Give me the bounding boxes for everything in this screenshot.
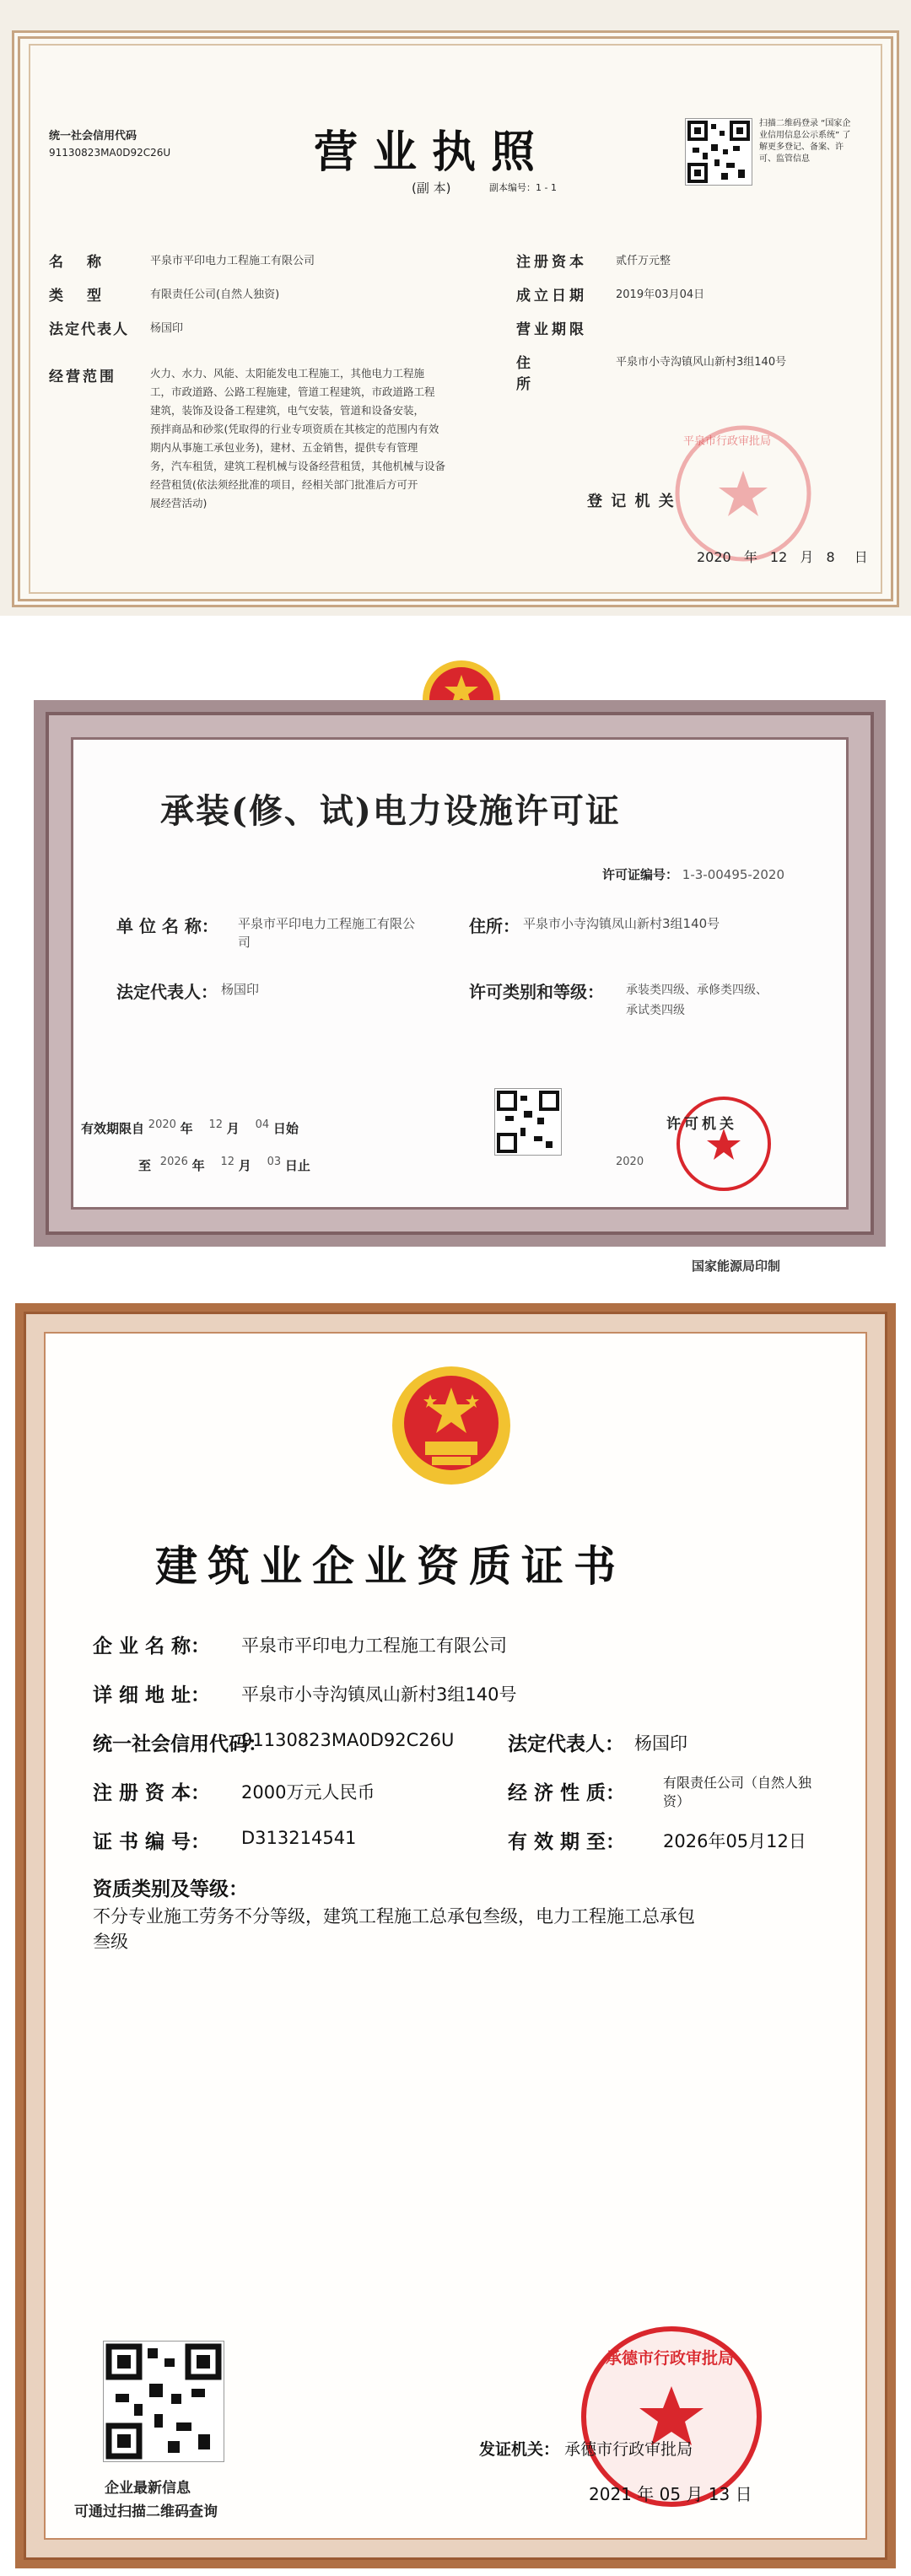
seal-text: 承德市行政审批局 bbox=[606, 2349, 735, 2368]
economic-nature-line: 资） bbox=[663, 1793, 691, 1809]
economic-nature-label: 经 济 性 质： bbox=[508, 1782, 626, 1804]
address-value: 平泉市小寺沟镇凤山新村3组140号 bbox=[523, 916, 720, 931]
field-established bbox=[516, 283, 887, 317]
scope-label: 经营范围 bbox=[49, 369, 116, 385]
end-day: 03 bbox=[267, 1156, 282, 1168]
qr-note: 扫描二维码登录 “国家企业信用信息公示系统” 了解更多登记、备案、许可、监管信息 bbox=[759, 119, 851, 164]
start-month: 12 bbox=[208, 1118, 224, 1131]
unit-name-line: 司 bbox=[238, 935, 251, 950]
legal-rep-value: 杨国印 bbox=[634, 1733, 687, 1754]
field-value: 平泉市平印电力工程施工有限公司 bbox=[150, 255, 315, 267]
field-label: 类型 bbox=[49, 288, 125, 304]
field-label: 住所 bbox=[516, 355, 574, 393]
year-unit: 年 bbox=[191, 1158, 205, 1173]
end-suffix: 日止 bbox=[284, 1158, 310, 1173]
to-label: 至 bbox=[138, 1158, 152, 1173]
company-name-value: 平泉市平印电力工程施工有限公司 bbox=[241, 1636, 507, 1656]
license-subtitle: (副 本) bbox=[412, 181, 451, 196]
field-type bbox=[49, 283, 521, 317]
category-value bbox=[626, 980, 768, 1021]
field-value: 平泉市小寺沟镇风山新村3组140号 bbox=[616, 356, 787, 369]
category-label: 许可类别和等级： bbox=[469, 982, 604, 1002]
field-label: 成立日期 bbox=[516, 288, 587, 304]
scope-line: 经营租赁(依法须经批准的项目，经相关部门批准后方可开 bbox=[150, 478, 418, 491]
credit-code-value: 91130823MA0D92C26U bbox=[241, 1730, 455, 1750]
legal-rep-label: 法定代表人： bbox=[508, 1733, 624, 1755]
issuer bbox=[479, 2437, 693, 2460]
valid-to bbox=[138, 1156, 310, 1174]
capital-label: 注 册 资 本： bbox=[93, 1782, 211, 1804]
credit-code-label: 统一社会信用代码 bbox=[49, 130, 137, 143]
date-year: 2020 bbox=[697, 549, 731, 565]
certificate-title: 建筑业企业资质证书 bbox=[155, 1541, 626, 1591]
field-value: 有限责任公司(自然人独资) bbox=[150, 288, 280, 301]
field-address bbox=[516, 351, 887, 393]
qr-caption-line1: 企业最新信息 bbox=[105, 2480, 191, 2497]
credit-code-value: 91130823MA0D92C26U bbox=[49, 147, 171, 159]
permit-title: 承装(修、试)电力设施许可证 bbox=[160, 791, 621, 831]
economic-nature-line: 有限责任公司（自然人独 bbox=[663, 1775, 812, 1791]
scope-text bbox=[150, 364, 521, 513]
construction-qualification-certificate bbox=[15, 1303, 896, 2568]
registration-date bbox=[697, 547, 868, 566]
year-unit: 年 bbox=[180, 1121, 193, 1136]
start-suffix: 日始 bbox=[272, 1121, 299, 1136]
permit-number bbox=[602, 865, 784, 883]
field-name bbox=[49, 250, 521, 283]
legal-rep-label: 法定代表人： bbox=[116, 982, 218, 1002]
unit-name-value bbox=[238, 914, 457, 951]
unit-name-label: 单 位 名 称： bbox=[116, 916, 218, 936]
valid-label: 有效期限自 bbox=[81, 1121, 145, 1136]
field-value: 杨国印 bbox=[150, 322, 184, 335]
power-facility-permit bbox=[34, 700, 886, 1247]
issuer-label: 发证机关： bbox=[479, 2440, 560, 2459]
field-label: 营业期限 bbox=[516, 321, 587, 338]
left-fields bbox=[49, 250, 521, 351]
date-day: 8 bbox=[826, 549, 835, 565]
issue-date: 2021 年 05 月 13 日 bbox=[589, 2484, 752, 2504]
company-name-label: 企 业 名 称： bbox=[93, 1636, 211, 1657]
start-day: 04 bbox=[255, 1118, 270, 1131]
scope-line: 建筑，装饰及设备工程建筑，电气安装，管道和设备安装， bbox=[150, 404, 425, 417]
end-month: 12 bbox=[220, 1156, 235, 1168]
national-emblem-large-icon bbox=[388, 1362, 515, 1489]
month-unit: 月 bbox=[226, 1121, 240, 1136]
scope-line: 期内从事施工承包业务)，建材、五金销售，提供专有管理 bbox=[150, 441, 418, 454]
month-unit: 月 bbox=[238, 1158, 251, 1173]
end-year: 2026 bbox=[159, 1156, 188, 1168]
license-title: 营业执照 bbox=[314, 127, 551, 178]
capital-value: 2000万元人民币 bbox=[241, 1782, 375, 1803]
qualification-label: 资质类别及等级： bbox=[93, 1878, 248, 1900]
issuer-value: 承德市行政审批局 bbox=[564, 2440, 693, 2459]
scope-line: 预拌商品和砂浆(凭取得的行业专项资质在其核定的范围内有效 bbox=[150, 423, 439, 435]
valid-until-value: 2026年05月12日 bbox=[663, 1831, 806, 1851]
category-line: 承装类四级、承修类四级、 bbox=[626, 984, 768, 997]
cert-number-label: 证 书 编 号： bbox=[93, 1831, 211, 1853]
valid-until-label: 有 效 期 至： bbox=[508, 1831, 626, 1853]
field-capital bbox=[516, 250, 887, 283]
scope-line: 工，市政道路、公路工程施建，管道工程建筑，市政道路工程 bbox=[150, 385, 435, 398]
copy-number: 副本编号：1 - 1 bbox=[489, 182, 557, 193]
faint-seal-text: 平泉市行政审批局 bbox=[683, 435, 772, 448]
date-year-unit: 年 bbox=[743, 549, 757, 565]
registrar-label: 登 记 机 关 bbox=[587, 493, 676, 510]
scope-line: 火力、水力、风能、太阳能发电工程施工，其他电力工程施 bbox=[150, 367, 425, 380]
start-year: 2020 bbox=[148, 1118, 176, 1131]
field-legal-rep bbox=[49, 317, 521, 351]
qr-code-icon bbox=[685, 118, 752, 186]
qr-caption-line2: 可通过扫描二维码查询 bbox=[74, 2503, 218, 2520]
issue-year: 2020 bbox=[616, 1156, 644, 1168]
right-fields bbox=[516, 250, 887, 393]
certificate-qr-code-icon bbox=[103, 2341, 224, 2462]
cert-number-value: D313214541 bbox=[241, 1828, 357, 1848]
qualification-line: 叁级 bbox=[93, 1932, 128, 1952]
qualification-line: 不分专业施工劳务不分等级，建筑工程施工总承包叁级，电力工程施工总承包 bbox=[93, 1906, 695, 1927]
permit-number-value: 1-3-00495-2020 bbox=[682, 867, 785, 882]
issuer-label: 许可机关 bbox=[666, 1116, 737, 1133]
business-license bbox=[0, 0, 911, 616]
economic-nature-value bbox=[663, 1774, 811, 1811]
field-label: 法定代表人 bbox=[49, 321, 129, 338]
legal-rep-value: 杨国印 bbox=[221, 982, 260, 997]
field-label: 注册资本 bbox=[516, 254, 587, 271]
date-day-unit: 日 bbox=[854, 549, 868, 565]
valid-from bbox=[81, 1118, 299, 1137]
address-value: 平泉市小寺沟镇凤山新村3组140号 bbox=[241, 1684, 517, 1705]
field-term bbox=[516, 317, 887, 351]
scope-line: 展经营活动) bbox=[150, 497, 208, 509]
field-value: 贰仟万元整 bbox=[616, 255, 671, 267]
permit-number-label: 许可证编号： bbox=[602, 867, 679, 882]
date-month-unit: 月 bbox=[800, 549, 814, 565]
unit-name-line: 平泉市平印电力工程施工有限公 bbox=[238, 916, 416, 931]
date-month: 12 bbox=[769, 549, 788, 565]
address-label: 详 细 地 址： bbox=[93, 1684, 211, 1706]
permit-red-seal bbox=[675, 1095, 773, 1193]
credit-code-label: 统一社会信用代码： bbox=[93, 1733, 267, 1755]
qualification-text bbox=[93, 1904, 835, 1954]
address-label: 住所： bbox=[469, 916, 520, 936]
category-line: 承试类四级 bbox=[626, 1004, 685, 1017]
field-value: 2019年03月04日 bbox=[616, 288, 705, 301]
field-label: 名称 bbox=[49, 254, 125, 271]
permit-qr-code-icon bbox=[494, 1088, 562, 1156]
scope-line: 务，汽车租赁，建筑工程机械与设备经营租赁，其他机械与设备 bbox=[150, 460, 446, 472]
printer-note: 国家能源局印制 bbox=[692, 1258, 781, 1274]
